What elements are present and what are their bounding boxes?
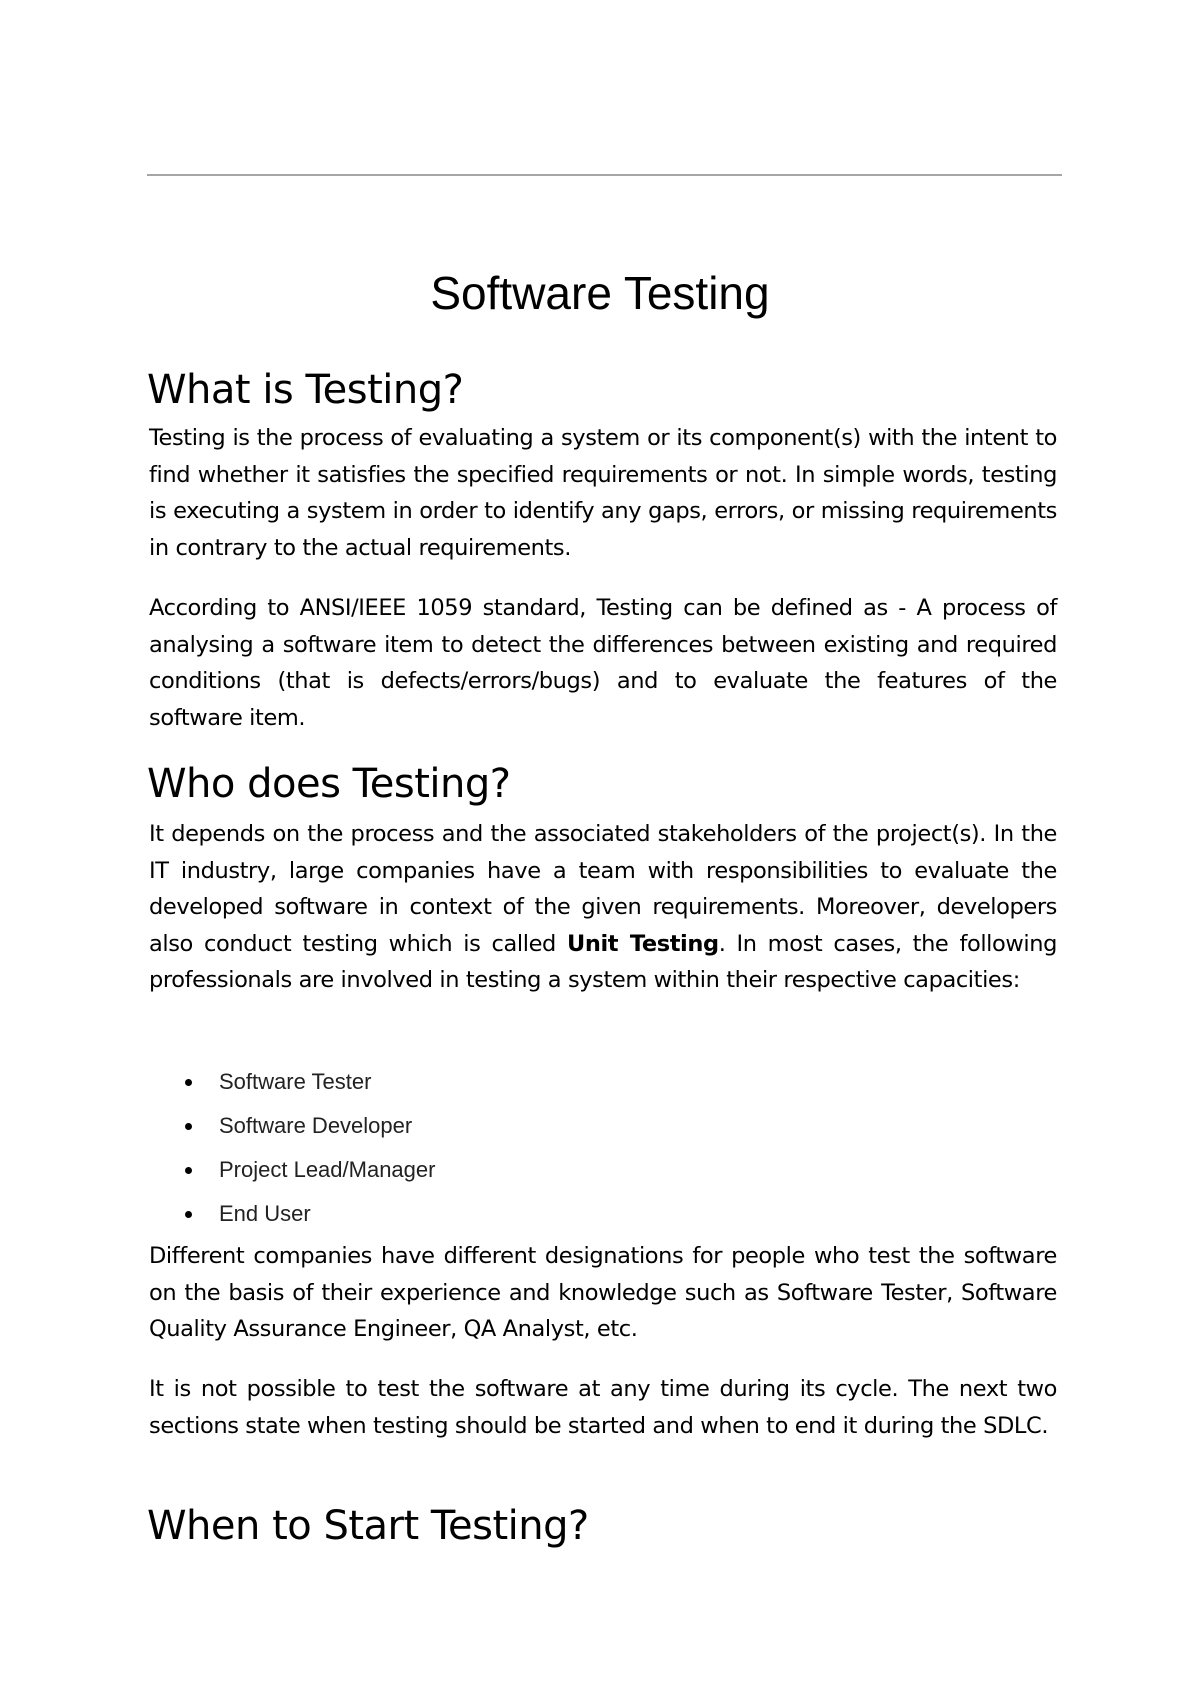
bullet-icon — [185, 1123, 192, 1130]
bullet-icon — [185, 1079, 192, 1086]
section-heading-who-does-testing: Who does Testing? — [147, 761, 511, 807]
page-title: Software Testing — [430, 266, 770, 319]
paragraph-testing-definition: Testing is the process of evaluating a system or its component(s) with the intent to find whether it satisfies the specified requirements or not. In simple words, testing is executing a system in order to identify any gaps, errors, or missing requirements in contrary to the actual requirements. — [149, 425, 1057, 561]
intro-text-continued: . In most cases, the following professionals are involved in testing a system within their respective capacities: — [149, 930, 1057, 993]
intro-text: It depends on the process and the associated stakeholders of the project(s). In the IT industry, large companies have a team with responsibilities to evaluate the developed software in context of the given requirements. Moreover, developers also conduct testing which is called — [149, 821, 1057, 957]
list-item — [149, 1066, 435, 1110]
professionals-list — [149, 1066, 435, 1242]
list-item — [149, 1198, 435, 1242]
paragraph-ansi-ieee-definition: According to ANSI/IEEE 1059 standard, Testing can be defined as - A process of analysing a software item to detect the differences between existing and required conditions (that is defects/errors/bugs) and to evaluate the features of the software item. — [149, 595, 1057, 731]
paragraph-testing-timing: It is not possible to test the software at any time during its cycle. The next two sections state when testing should be started and when to end it during the SDLC. — [149, 1376, 1057, 1439]
section-heading-when-to-start-testing: When to Start Testing? — [147, 1503, 589, 1549]
list-item — [149, 1110, 435, 1154]
list-item-label: Software Tester — [219, 1069, 372, 1094]
paragraph-who-does-testing — [149, 816, 1057, 999]
bullet-icon — [185, 1211, 192, 1218]
list-item-label: Software Developer — [219, 1113, 413, 1138]
top-divider — [147, 174, 1062, 176]
unit-testing-term: Unit Testing — [566, 930, 719, 957]
list-item-label: End User — [219, 1201, 311, 1226]
list-item — [149, 1154, 435, 1198]
paragraph-designations: Different companies have different designations for people who test the software on the basis of their experience and knowledge such as Software Tester, Software Quality Assurance Engineer, QA Analyst, etc. — [149, 1243, 1057, 1342]
list-item-label: Project Lead/Manager — [219, 1157, 436, 1182]
section-heading-what-is-testing: What is Testing? — [147, 367, 464, 413]
bullet-icon — [185, 1167, 192, 1174]
